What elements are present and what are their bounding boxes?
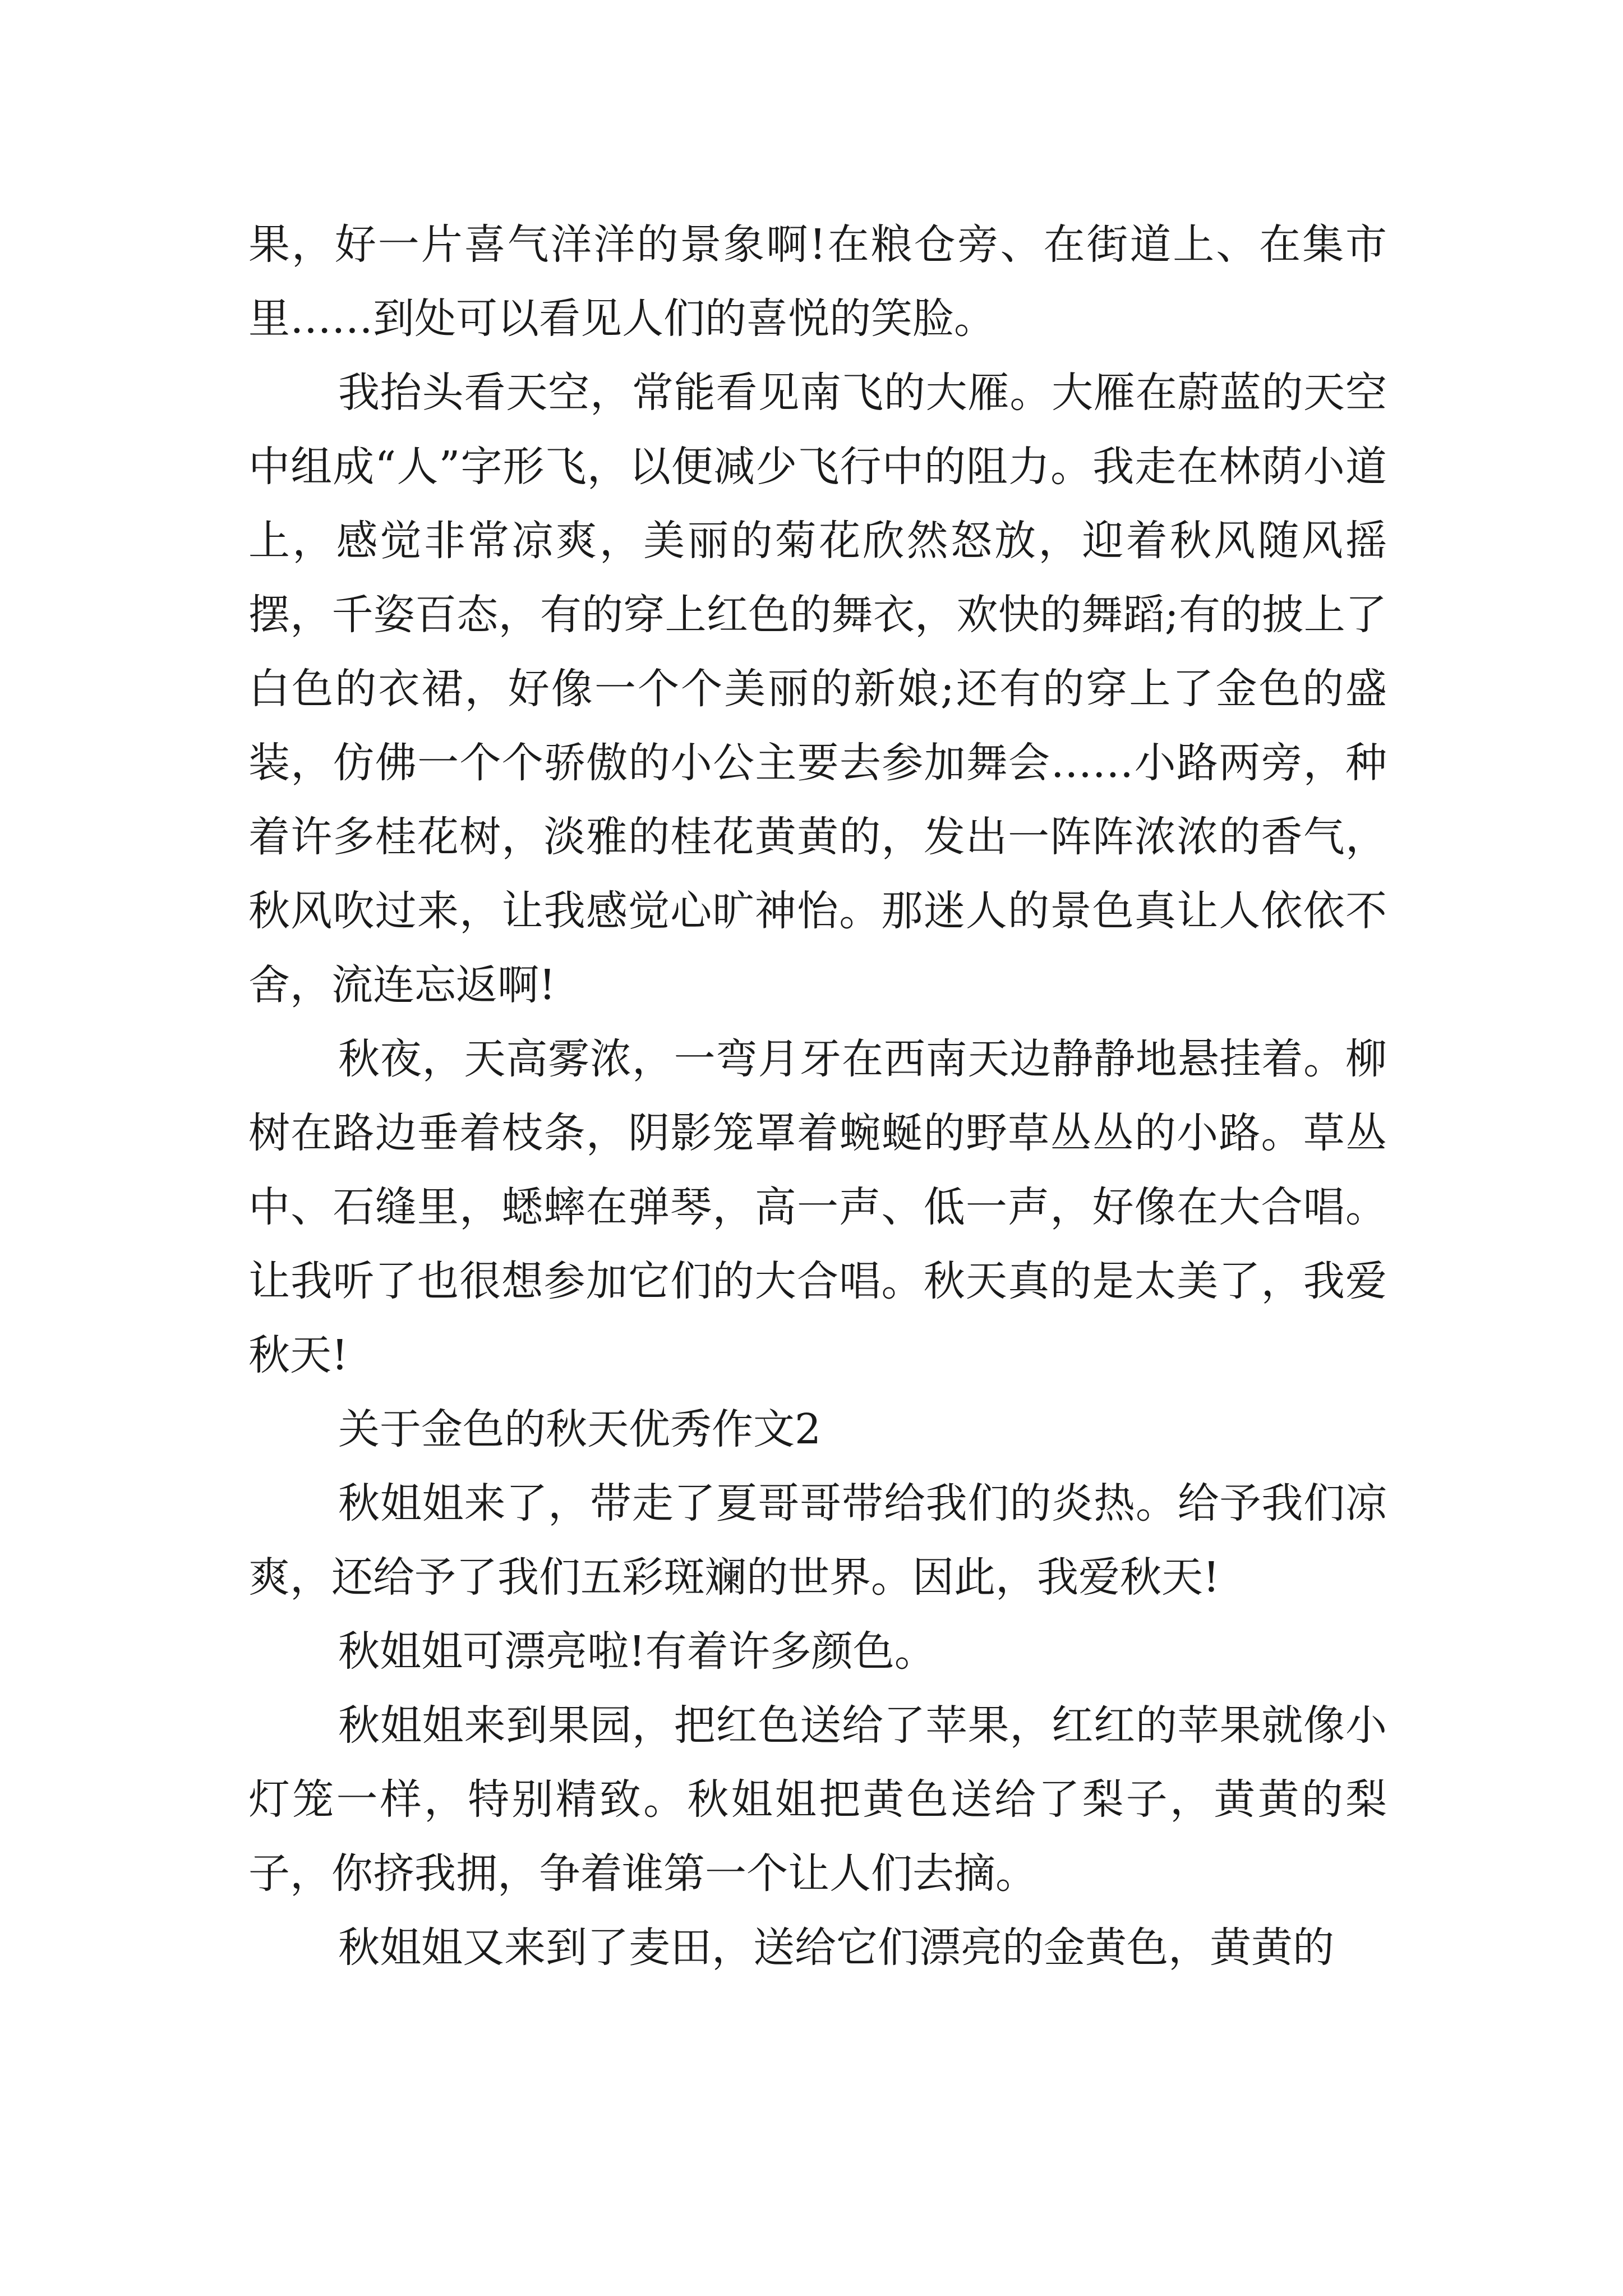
paragraph: 果，好一片喜气洋洋的景象啊!在粮仓旁、在街道上、在集市里……到处可以看见人们的喜悦的笑脸。 <box>248 220 1387 343</box>
paragraph: 秋夜，天高雾浓，一弯月牙在西南天边静静地悬挂着。柳树在路边垂着枝条，阴影笼罩着蜿蜒的野草丛丛的小路。草丛中、石缝里，蟋蟀在弹琴，高一声、低一声，好像在大合唱。让我听了也很想参加它们的大合唱。秋天真的是太美了，我爱秋天! <box>248 1035 1387 1379</box>
paragraph: 我抬头看天空，常能看见南飞的大雁。大雁在蔚蓝的天空中组成“人”字形飞，以便减少飞行中的阻力。我走在林荫小道上，感觉非常凉爽，美丽的菊花欣然怒放，迎着秋风随风摇摆，千姿百态，有的穿上红色的舞衣，欢快的舞蹈;有的披上了白色的衣裙，好像一个个美丽的新娘;还有的穿上了金色的盛装，仿佛一个个骄傲的小公主要去参加舞会……小路两旁，种着许多桂花树，淡雅的桂花黄黄的，发出一阵阵浓浓的香气，秋风吹过来，让我感觉心旷神怡。那迷人的景色真让人依依不舍，流连忘返啊! <box>248 369 1387 1009</box>
paragraph: 秋姐姐又来到了麦田，送给它们漂亮的金黄色，黄黄的 <box>338 1924 1334 1972</box>
section-heading: 关于金色的秋天优秀作文2 <box>338 1405 822 1453</box>
document-body <box>248 208 1387 1985</box>
paragraph: 秋姐姐来了，带走了夏哥哥带给我们的炎热。给予我们凉爽，还给予了我们五彩斑斓的世界。因此，我爱秋天! <box>248 1479 1387 1602</box>
paragraph: 秋姐姐来到果园，把红色送给了苹果，红红的苹果就像小灯笼一样，特别精致。秋姐姐把黄色送给了梨子，黄黄的梨子，你挤我拥，争着谁第一个让人们去摘。 <box>248 1701 1387 1898</box>
paragraph: 秋姐姐可漂亮啦!有着许多颜色。 <box>338 1627 936 1676</box>
